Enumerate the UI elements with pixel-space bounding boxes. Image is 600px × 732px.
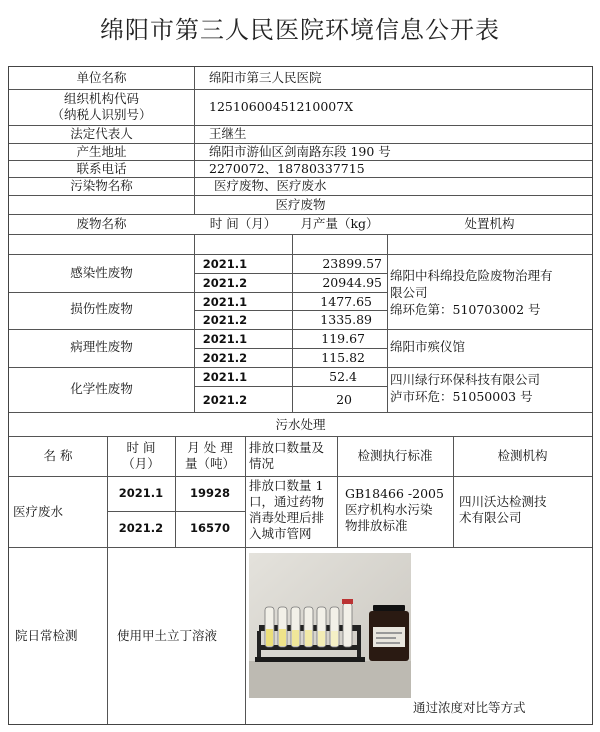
wastewater-title: 污水处理 [275, 417, 326, 432]
mw-header-disposer: 处置机构 [464, 216, 515, 231]
waste-month: 2021.2 [202, 276, 248, 290]
address-value: 绵阳市游仙区剑南路东段 190 号 [209, 144, 391, 159]
waste-amount: 1477.65 [320, 294, 372, 309]
ww-header-time: 时 间 [126, 440, 156, 455]
waste-month: 2021.2 [202, 393, 248, 407]
ww-header-outlet: 情况 [249, 456, 275, 471]
org-code-label-1: 组织机构代码 [63, 91, 139, 106]
address-label: 产生地址 [76, 144, 127, 159]
disposer-line: 绵阳市殡仪馆 [390, 339, 466, 354]
waste-month: 2021.1 [202, 257, 248, 271]
ww-month: 2021.1 [118, 486, 164, 500]
phone-label: 联系电话 [76, 161, 127, 176]
ww-standard-line: 医疗机构水污染 [345, 502, 433, 517]
disposer-line: 四川绿行环保科技有限公司 [390, 372, 541, 387]
waste-month: 2021.2 [202, 351, 248, 365]
waste-amount: 20 [336, 392, 352, 407]
info-table [8, 66, 593, 725]
ww-month: 2021.2 [118, 521, 164, 535]
page-title: 绵阳市第三人民医院环境信息公开表 [100, 16, 500, 44]
waste-amount: 119.67 [321, 331, 365, 346]
unit-name-value: 绵阳市第三人民医院 [209, 70, 322, 85]
ww-agency-line: 四川沃达检测技 [459, 494, 547, 509]
waste-month: 2021.2 [202, 313, 248, 327]
ww-header-standard: 检测执行标准 [357, 448, 433, 463]
unit-name-label: 单位名称 [76, 70, 127, 85]
ww-standard-line: 物排放标准 [345, 518, 408, 533]
org-code-label-2: （纳税人识别号） [51, 107, 152, 122]
ww-amount: 16570 [189, 521, 230, 535]
ww-header-outlet: 排放口数量及 [249, 440, 325, 455]
legal-rep-label: 法定代表人 [70, 126, 133, 141]
waste-month: 2021.1 [202, 295, 248, 309]
ww-outlet-line: 排放口数量 1 [249, 478, 324, 493]
ww-outlet-line: 入城市管网 [249, 526, 312, 541]
photo-caption: 通过浓度对比等方式 [413, 700, 526, 715]
ww-outlet-line: 消毒处理后排 [249, 510, 325, 525]
mw-header-amount: 月产量（kg） [300, 216, 379, 231]
ww-agency-line: 术有限公司 [459, 510, 522, 525]
ww-header-amount: 月 处 理 [187, 440, 233, 455]
waste-amount: 20944.95 [322, 275, 382, 290]
ww-header-agency: 检测机构 [497, 448, 548, 463]
waste-amount: 115.82 [321, 350, 365, 365]
waste-amount: 1335.89 [320, 312, 372, 327]
disposer-line: 绵阳中科绵投危险废物治理有 [390, 268, 553, 283]
mw-header-time: 时 间（月） [209, 216, 277, 231]
medical-waste-title: 医疗废物 [275, 197, 326, 212]
waste-month: 2021.1 [202, 332, 248, 346]
test-photo [249, 553, 411, 698]
ww-amount: 19928 [189, 486, 230, 500]
waste-amount: 23899.57 [322, 256, 382, 271]
ww-item-name: 医疗废水 [13, 504, 64, 519]
waste-name: 损伤性废物 [70, 301, 133, 316]
daily-test-method: 使用甲土立丁溶液 [117, 628, 218, 643]
waste-month: 2021.1 [202, 370, 248, 384]
waste-name: 化学性废物 [70, 381, 133, 396]
ww-header-time: （月） [122, 456, 160, 471]
waste-amount: 52.4 [329, 369, 357, 384]
disposer-line: 泸市环危：51050003 号 [390, 389, 533, 404]
daily-test-label: 院日常检测 [15, 628, 78, 643]
pollutant-value: 医疗废物、医疗废水 [214, 178, 327, 193]
phone-value: 2270072、18780337715 [209, 161, 365, 176]
pollutant-label: 污染物名称 [70, 178, 133, 193]
ww-header-amount: 量（吨） [184, 456, 235, 471]
ww-header-name: 名 称 [43, 448, 73, 463]
disposer-line: 绵环危第：510703002 号 [390, 302, 541, 317]
waste-name: 病理性废物 [70, 339, 133, 354]
mw-header-name: 废物名称 [76, 216, 127, 231]
ww-standard-line: GB18466 -2005 [345, 486, 444, 501]
disposer-line: 限公司 [390, 285, 428, 300]
org-code-value: 12510600451210007X [209, 99, 354, 114]
waste-name: 感染性废物 [70, 265, 133, 280]
legal-rep-value: 王继生 [209, 126, 247, 141]
ww-outlet-line: 口，通过药物 [249, 494, 325, 509]
